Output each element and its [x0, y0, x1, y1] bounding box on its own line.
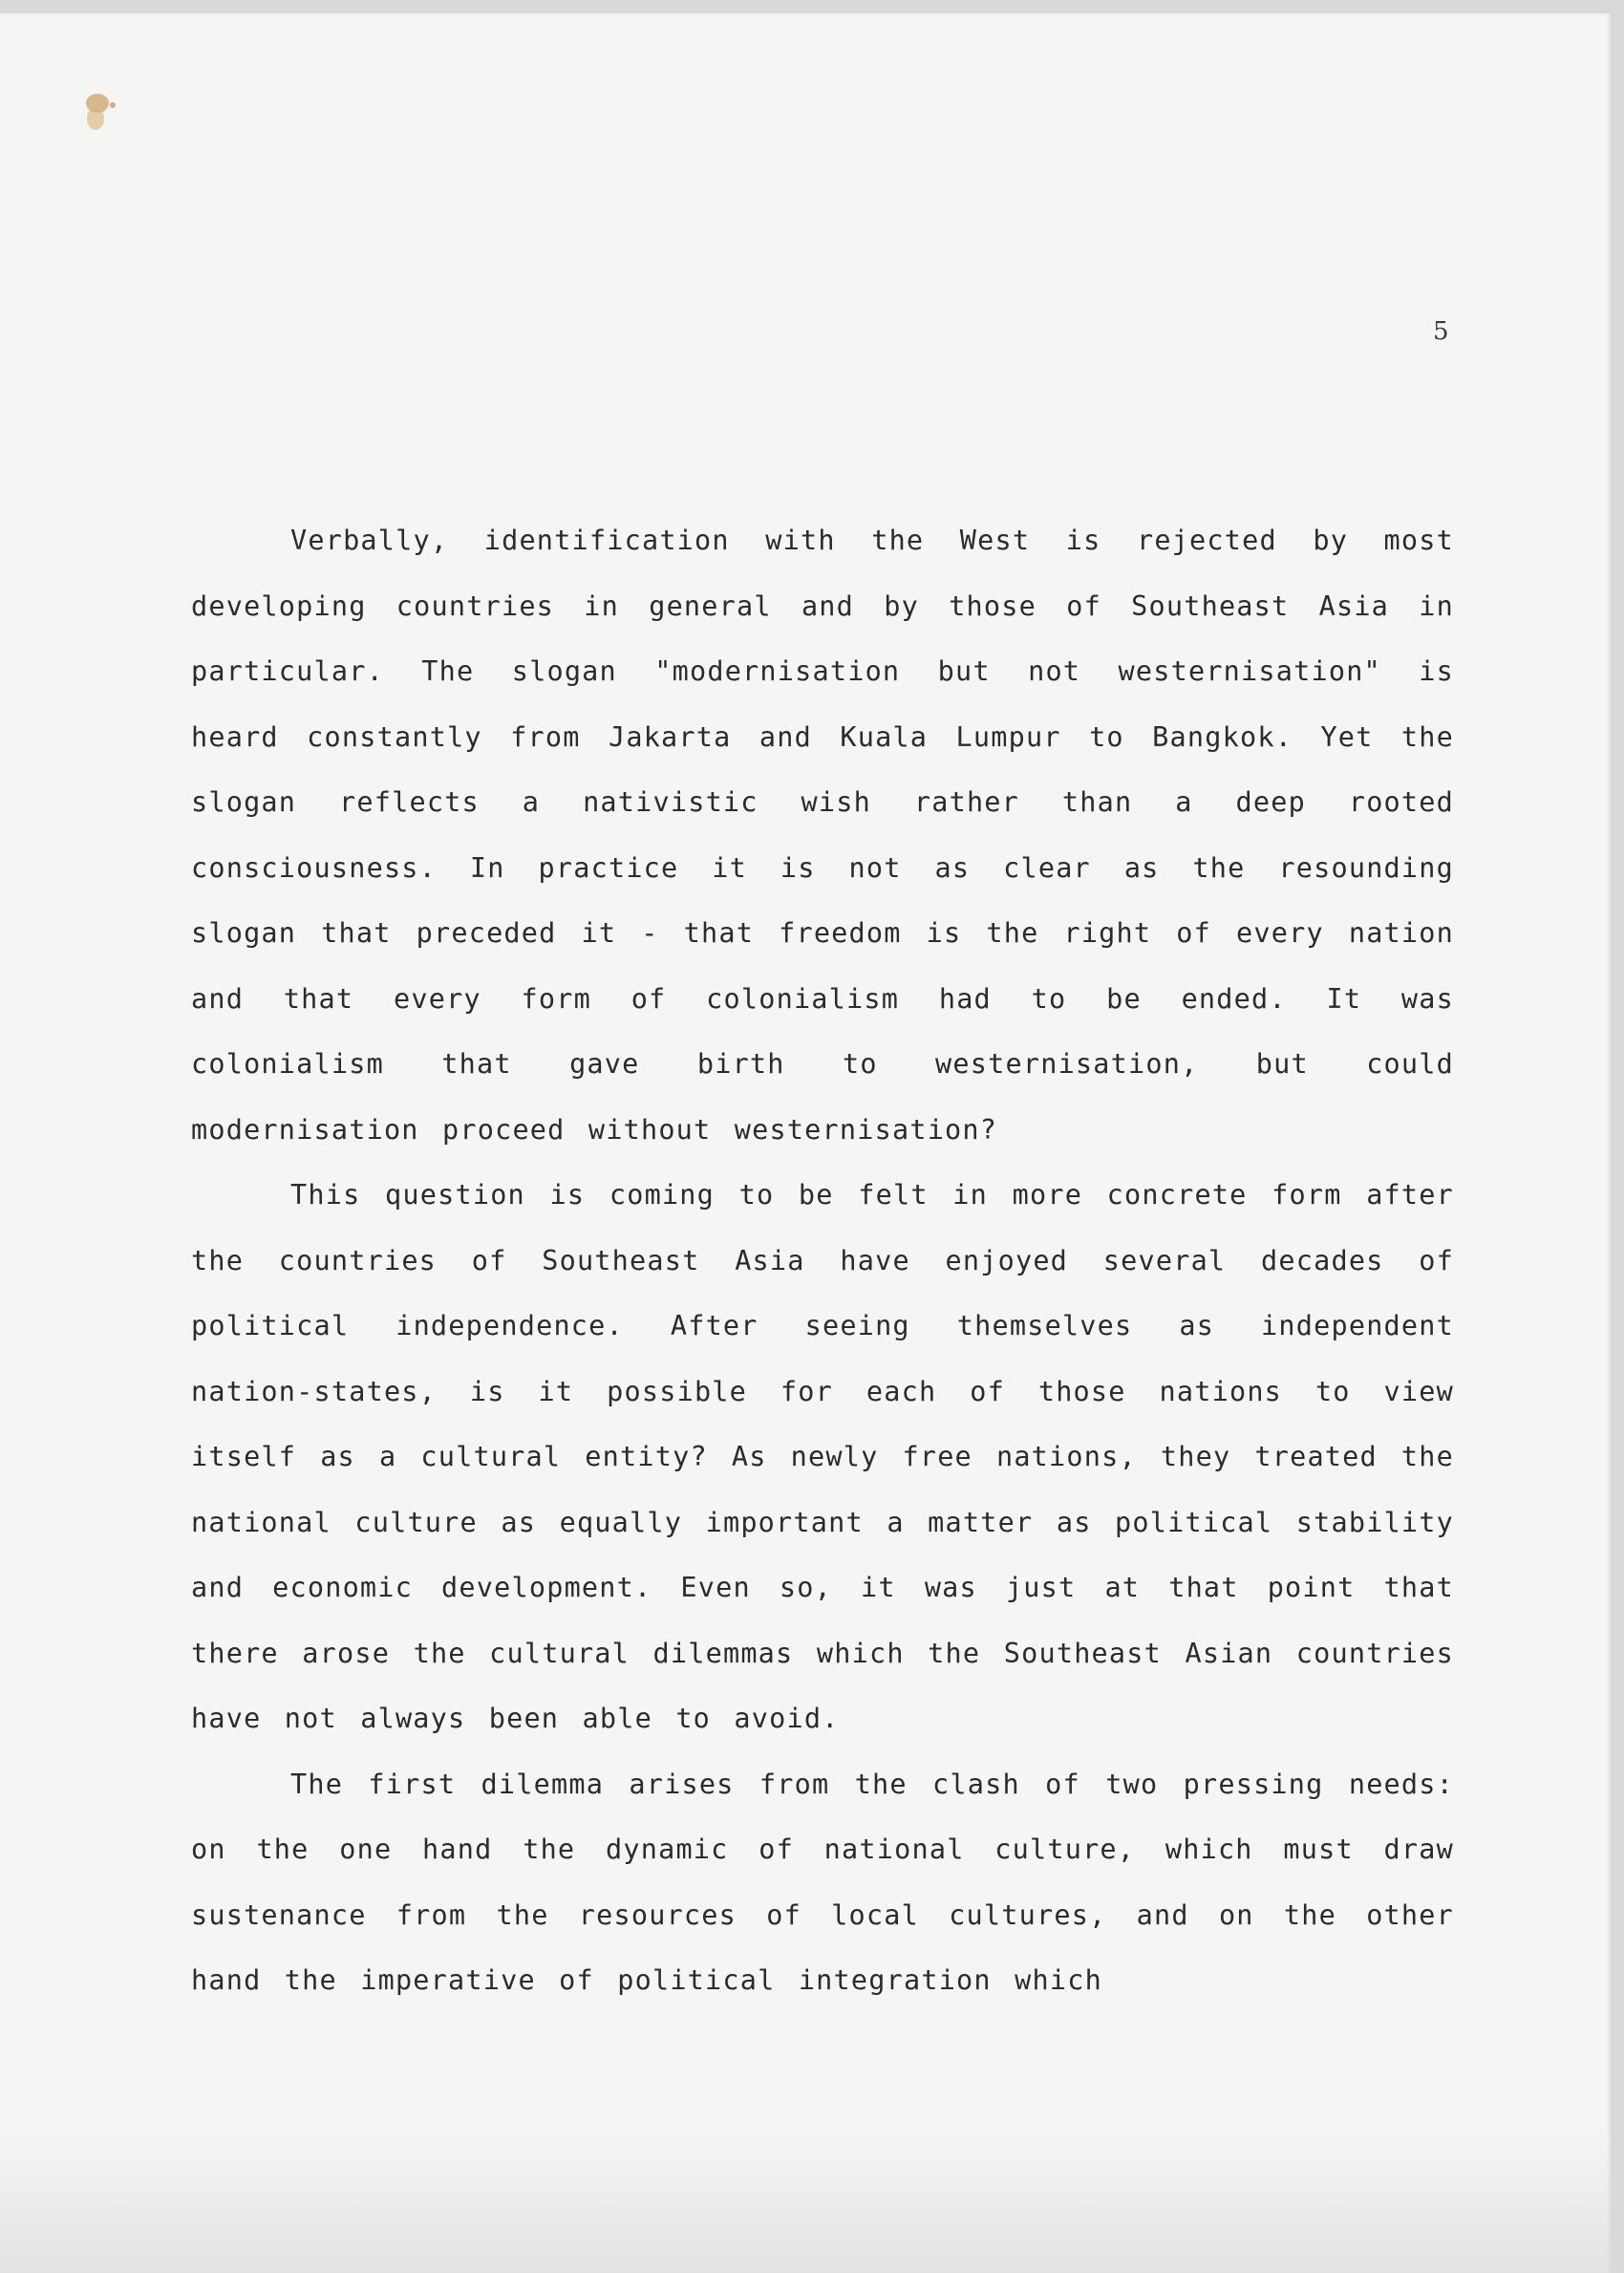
scan-shadow: [0, 2130, 1611, 2273]
paragraph: This question is coming to be felt in more concrete form after the countries of Southeast Asia have enjoyed several decades of political independence. After seeing themselves as independent nation-states, is it possible for each of those nations to view itself as a cultural entity? As newly free nations, they treated the national culture as equally important a matter as political stability and economic development. Even so, it was just at that point that there arose the cultural dilemmas which the Southeast Asian countries have not always been able to avoid.: [191, 1179, 1454, 1734]
paragraph: Verbally, identification with the West is rejected by most developing countries in general and by those of Southeast Asia in particular. The slogan "modernisation but not westernisation" is heard constantly from Jakarta and Kuala Lumpur to Bangkok. Yet the slogan reflects a nativistic wish rather than a deep rooted consciousness. In practice it is not as clear as the resounding slogan that preceded it - that freedom is the right of every nation and that every form of colonialism had to be ended. It was colonialism that gave birth to westernisation, but could modernisation proceed without westernisation?: [191, 525, 1454, 1146]
body-text: [191, 508, 1454, 2014]
document-page: [0, 13, 1611, 2273]
ink-stain: [80, 82, 118, 138]
page-number: 5: [1433, 317, 1449, 346]
paragraph: The first dilemma arises from the clash of two pressing needs: on the one hand the dynamic of national culture, which must draw sustenance from the resources of local cultures, and on the other hand the imperative of political integration which: [191, 1768, 1454, 1996]
